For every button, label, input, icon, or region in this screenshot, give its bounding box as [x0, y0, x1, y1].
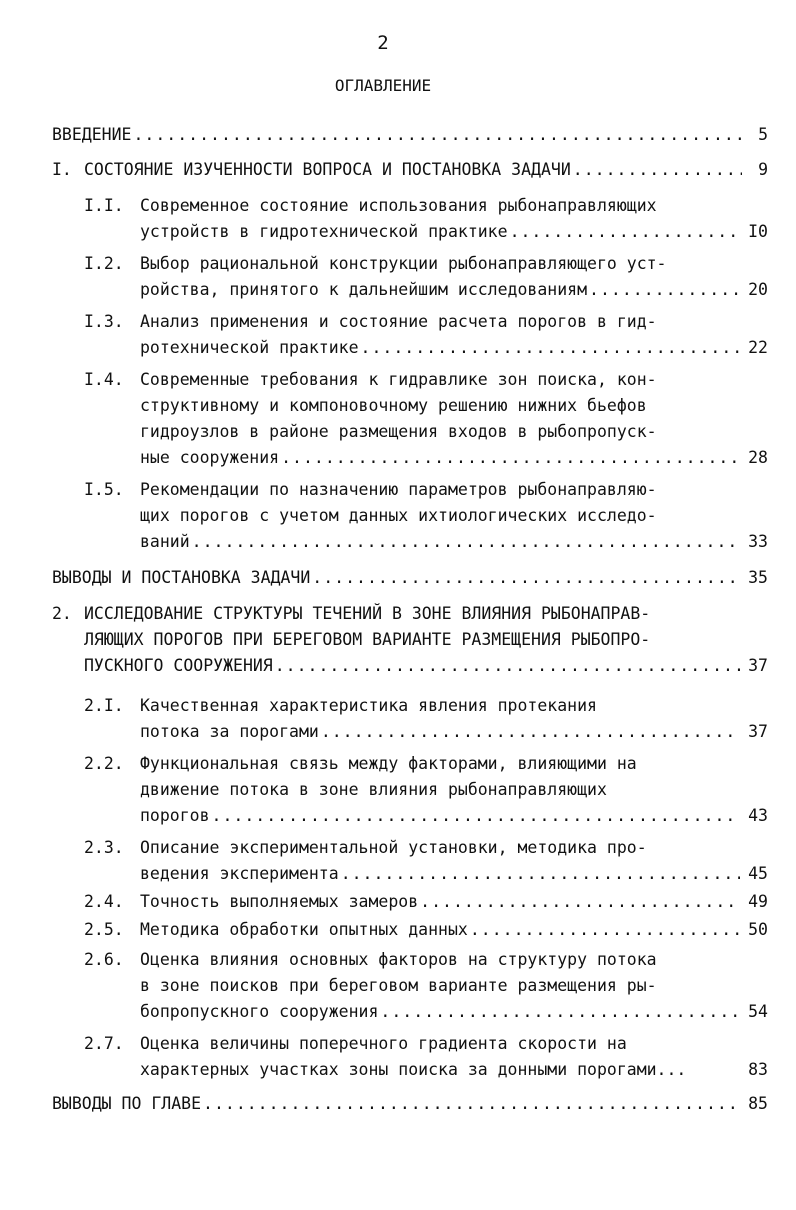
toc-line: ЛЯЮЩИХ ПОРОГОВ ПРИ БЕРЕГОВОМ ВАРИАНТЕ РАЗМЕЩЕНИЯ РЫБОПРО- — [84, 630, 651, 649]
toc-line: ведения эксперимента — [140, 864, 339, 883]
toc-entry-page: 85 — [748, 1094, 768, 1113]
toc-line: в зоне поисков при береговом варианте размещения ры- — [140, 976, 657, 995]
toc-line: ваний — [140, 532, 190, 551]
toc-line: Описание экспериментальной установки, методика про- — [140, 838, 647, 857]
toc-line: потока за порогами — [140, 722, 319, 741]
section-number: I.3. — [84, 312, 124, 331]
toc-entry-page: 45 — [748, 864, 768, 883]
toc-entry-label: ВЫВОДЫ ПО ГЛАВЕ — [52, 1094, 202, 1113]
dot-leader — [380, 999, 740, 1025]
toc-line: ПУСКНОГО СООРУЖЕНИЯ — [84, 656, 273, 675]
toc-line: щих порогов с учетом данных ихтиологических исследо- — [140, 506, 657, 525]
toc-entry-page: 43 — [748, 806, 768, 825]
toc-entry-section-2-5 — [0, 917, 796, 943]
toc-entry-label: ВЫВОДЫ И ПОСТАНОВКА ЗАДАЧИ — [52, 568, 311, 587]
dot-leader — [133, 122, 742, 148]
toc-line: гидроузлов в районе размещения входов в рыбопропуск- — [140, 422, 657, 441]
section-number: 2.5. — [84, 920, 124, 939]
page-number: 2 — [377, 32, 389, 54]
toc-entry-section-1-1 — [0, 193, 796, 245]
toc-entry-introduction — [0, 122, 796, 148]
toc-entry-section-1-2 — [0, 251, 796, 303]
toc-line: ИССЛЕДОВАНИЕ СТРУКТУРЫ ТЕЧЕНИЙ В ЗОНЕ ВЛИЯНИЯ РЫБОНАПРАВ- — [84, 604, 651, 623]
toc-line: Оценка величины поперечного градиента скорости на — [140, 1034, 627, 1053]
dot-leader — [321, 719, 740, 745]
dot-leader — [589, 277, 740, 303]
chapter-number: I. — [52, 160, 72, 179]
chapter-number: 2. — [52, 604, 72, 623]
toc-line: Функциональная связь между факторами, влияющими на — [140, 754, 637, 773]
toc-line: Анализ применения и состояние расчета порогов в гид- — [140, 312, 657, 331]
toc-entry-page: 37 — [748, 722, 768, 741]
toc-entry-section-2-1 — [0, 693, 796, 745]
section-number: 2.7. — [84, 1034, 124, 1053]
toc-entry-section-1-3 — [0, 309, 796, 361]
toc-line: Выбор рациональной конструкции рыбонаправляющего уст- — [140, 254, 667, 273]
section-number: 2.4. — [84, 892, 124, 911]
section-number: I.4. — [84, 370, 124, 389]
section-number: 2.6. — [84, 950, 124, 969]
toc-entry-conclusions-2 — [0, 1091, 796, 1117]
toc-entry-conclusions-1 — [0, 565, 796, 591]
toc-line: Оценка влияния основных факторов на структуру потока — [140, 950, 657, 969]
toc-line: характерных участках зоны поиска за донными порогами... — [140, 1060, 687, 1079]
toc-entry-chapter-1 — [0, 157, 796, 183]
section-number: 2.2. — [84, 754, 124, 773]
dot-leader — [203, 1091, 740, 1117]
section-number: I.I. — [84, 196, 124, 215]
toc-entry-page: 49 — [748, 892, 768, 911]
toc-entry-page: 83 — [748, 1060, 768, 1079]
toc-entry-section-1-5 — [0, 477, 796, 555]
dot-leader — [192, 529, 740, 555]
toc-line: Современное состояние использования рыбонаправляющих — [140, 196, 657, 215]
toc-line: ройства, принятого к дальнейшим исследованиям — [140, 280, 588, 299]
toc-line: Точность выполняемых замеров — [140, 892, 419, 911]
toc-entry-chapter-2 — [0, 601, 796, 679]
toc-line: структивному и компоновочному решению нижних бьефов — [140, 396, 647, 415]
toc-entry-label: СОСТОЯНИЕ ИЗУЧЕННОСТИ ВОПРОСА И ПОСТАНОВКА ЗАДАЧИ — [84, 160, 571, 179]
toc-entry-section-2-7 — [0, 1031, 796, 1083]
dot-leader — [420, 889, 740, 915]
dot-leader — [573, 157, 742, 183]
section-number: I.5. — [84, 480, 124, 499]
dot-leader — [281, 445, 740, 471]
toc-entry-page: 33 — [748, 532, 768, 551]
dot-leader — [361, 335, 741, 361]
toc-entry-page: 54 — [748, 1002, 768, 1021]
toc-entry-label: ВВЕДЕНИЕ — [52, 125, 132, 144]
toc-entry-section-2-2 — [0, 751, 796, 829]
toc-line: ные сооружения — [140, 448, 280, 467]
toc-line: Качественная характеристика явления протекания — [140, 696, 597, 715]
toc-entry-section-1-4 — [0, 367, 796, 471]
toc-entry-page: 9 — [758, 160, 768, 179]
dot-leader — [212, 803, 741, 829]
dot-leader — [341, 861, 740, 887]
toc-line: Методика обработки опытных данных — [140, 920, 468, 939]
toc-entry-page: 50 — [748, 920, 768, 939]
toc-line: Современные требования к гидравлике зон поиска, кон- — [140, 370, 657, 389]
toc-heading: ОГЛАВЛЕНИЕ — [334, 76, 432, 95]
toc-entry-page: 20 — [748, 280, 768, 299]
toc-entry-page: 37 — [748, 656, 768, 675]
toc-entry-page: 22 — [748, 338, 768, 357]
table-of-contents — [0, 122, 796, 1117]
dot-leader — [312, 565, 740, 591]
dot-leader — [275, 653, 740, 679]
dot-leader — [470, 917, 740, 943]
dot-leader — [510, 219, 741, 245]
toc-line: Рекомендации по назначению параметров рыбонаправляю- — [140, 480, 657, 499]
section-number: 2.3. — [84, 838, 124, 857]
toc-line: бопропускного сооружения — [140, 1002, 379, 1021]
toc-entry-page: I0 — [748, 222, 768, 241]
toc-entry-page: 5 — [758, 125, 768, 144]
toc-entry-section-2-3 — [0, 835, 796, 887]
section-number: 2.I. — [84, 696, 124, 715]
toc-line: ротехнической практике — [140, 338, 359, 357]
section-number: I.2. — [84, 254, 124, 273]
toc-entry-page: 35 — [748, 568, 768, 587]
toc-entry-page: 28 — [748, 448, 768, 467]
toc-line: устройств в гидротехнической практике — [140, 222, 508, 241]
toc-entry-section-2-4 — [0, 889, 796, 915]
toc-line: движение потока в зоне влияния рыбонаправляющих — [140, 780, 607, 799]
toc-line: порогов — [140, 806, 210, 825]
toc-entry-section-2-6 — [0, 947, 796, 1025]
